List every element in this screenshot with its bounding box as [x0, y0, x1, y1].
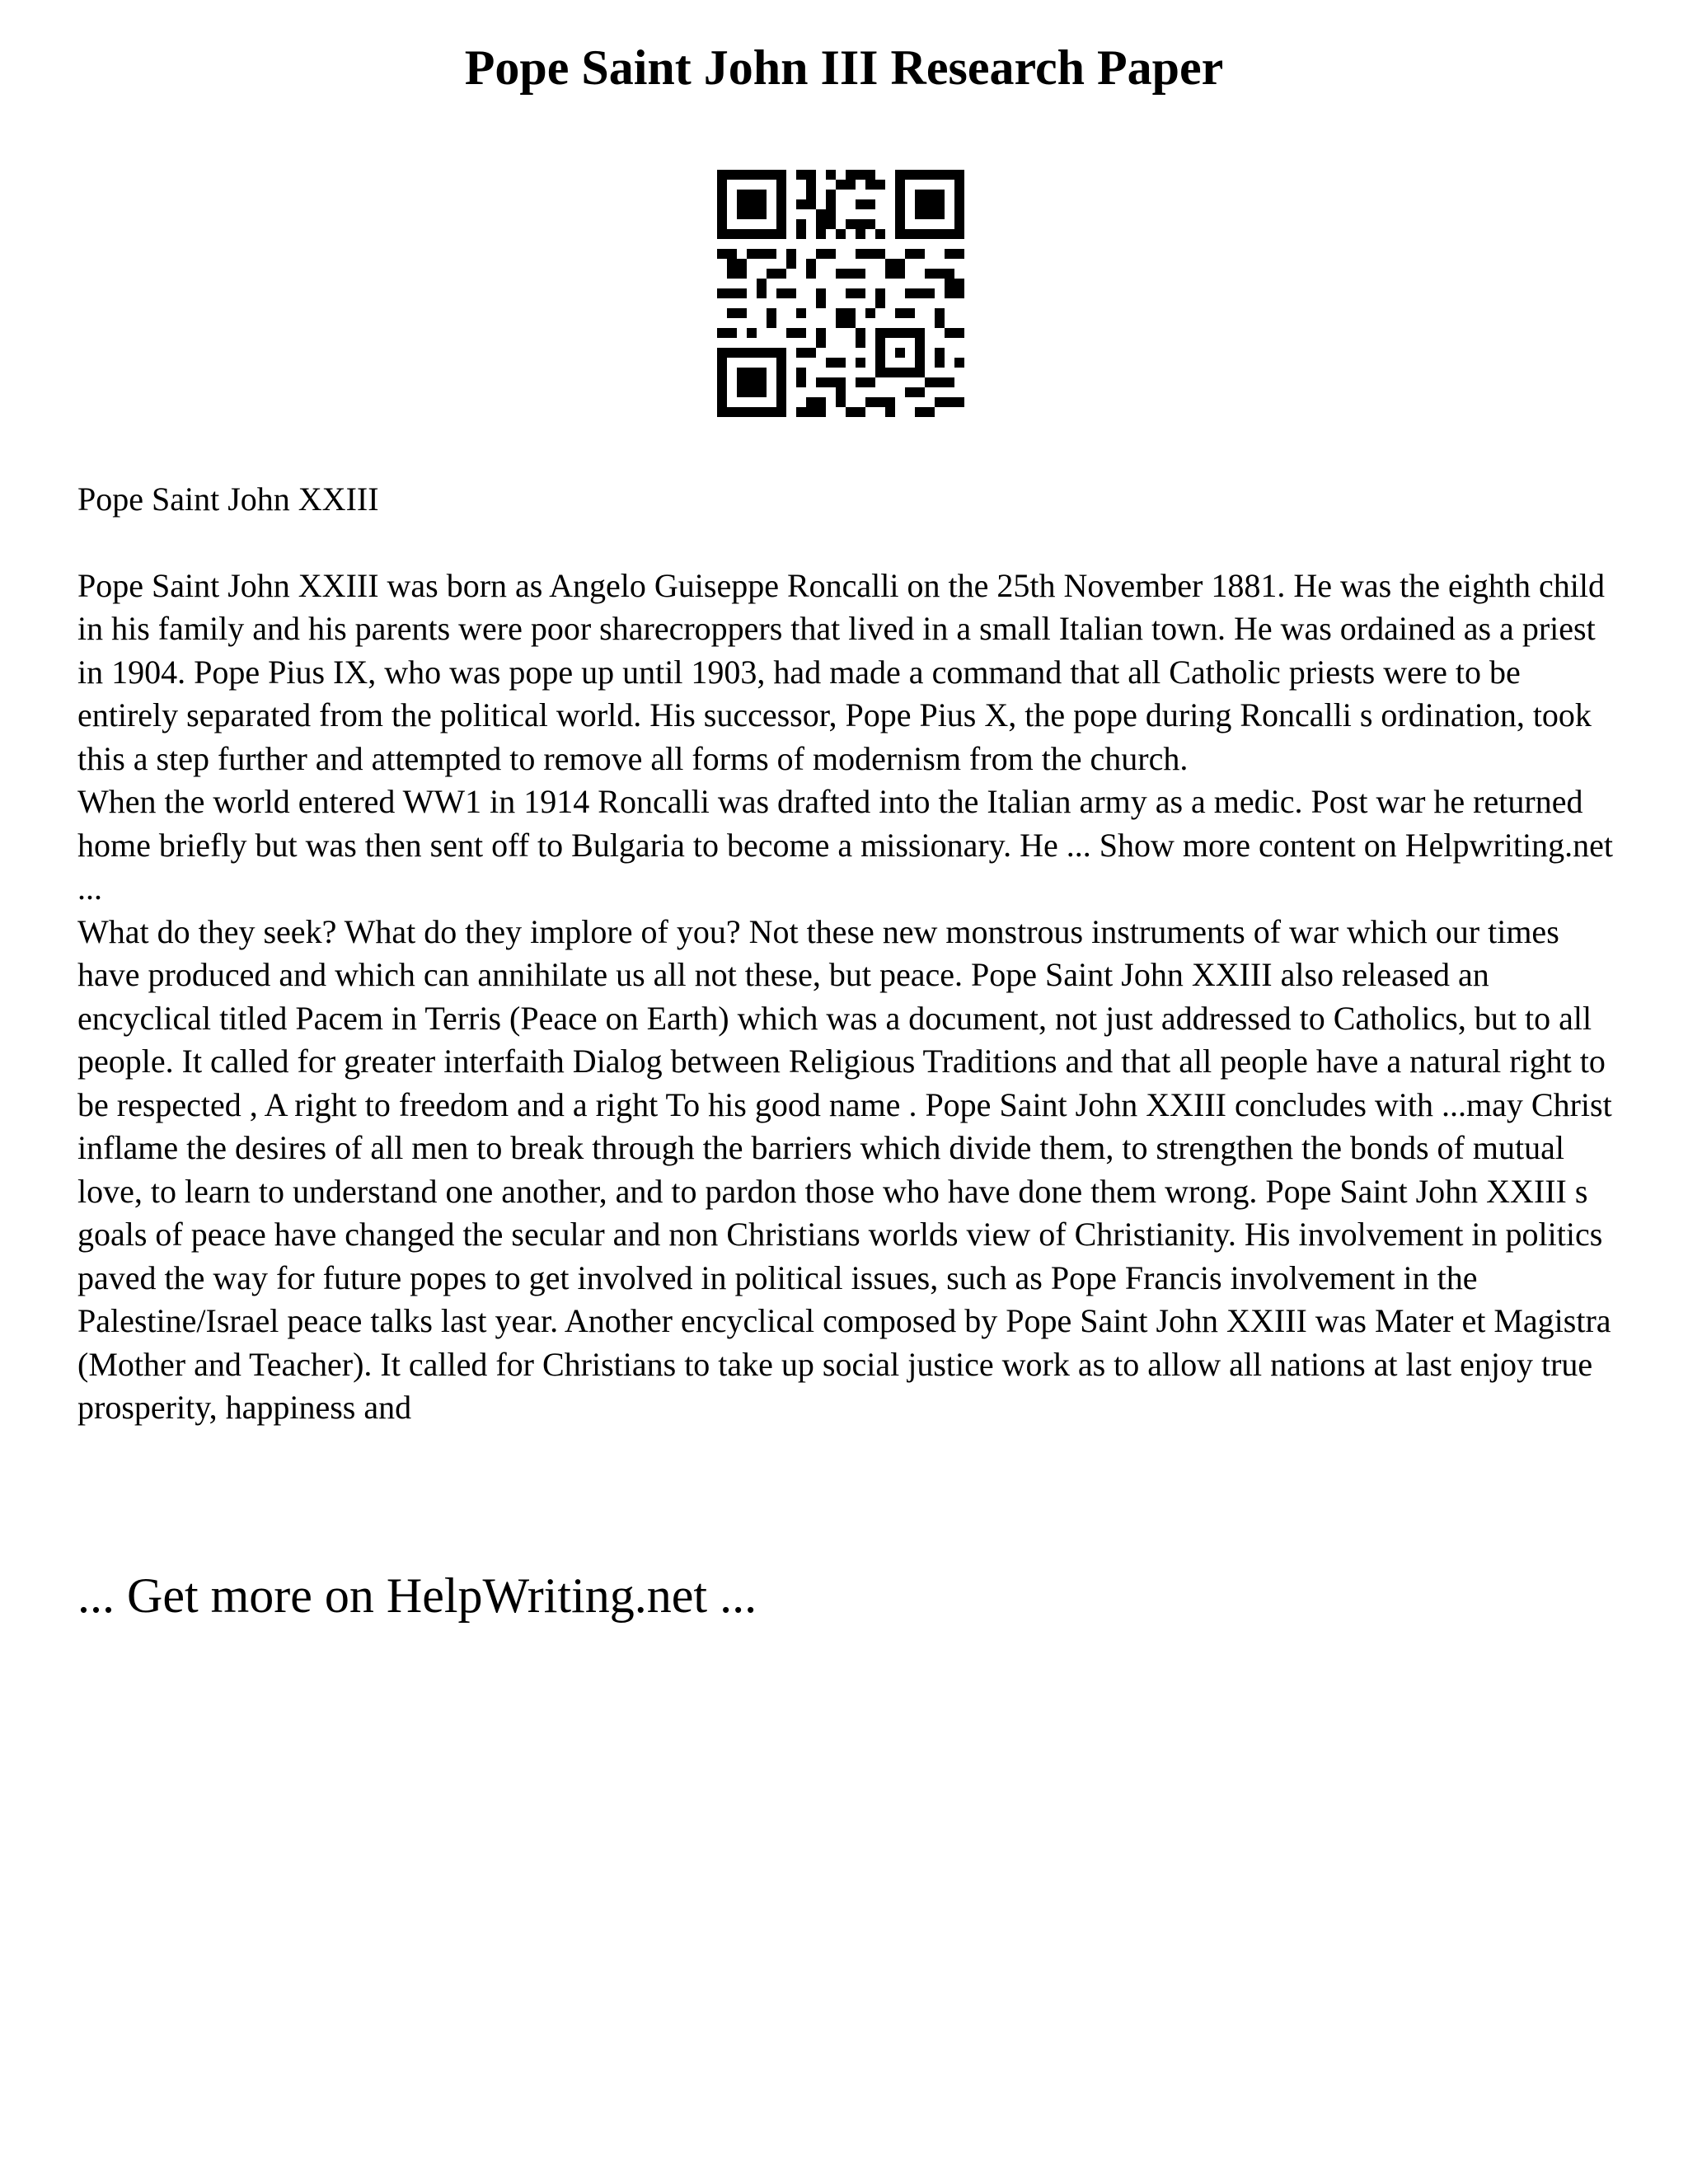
- section-heading: Pope Saint John XXIII: [77, 480, 379, 518]
- page-title: Pope Saint John III Research Paper: [464, 40, 1224, 95]
- get-more-link[interactable]: ... Get more on HelpWriting.net ...: [77, 1568, 757, 1623]
- paragraph-1: Pope Saint John XXIII was born as Angelo Guiseppe Roncalli on the 25th November 1881. He was the eighth child in his family and his parents were poor sharecroppers that lived in a small Italian town. He was ordained as a priest in 1904. Pope Pius IX, who was pope up until 1903, had made a command that all Catholic priests were to be entirely separated from the political world. His successor, Pope Pius X, the pope during Roncalli s ordination, took this a step further and attempted to remove all forms of modernism from the church.: [77, 566, 1606, 777]
- paragraph-3: What do they seek? What do they implore of you? Not these new monstrous instruments of war which our times have produced and which can annihilate us all not these, but peace. Pope Saint John XXIII also released an encyclical titled Pacem in Terris (Peace on Earth) which was a document, not just addressed to Catholics, but to all people. It called for greater interfaith Dialog between Religious Traditions and that all people have a natural right to be respected , A right to freedom and a right To his good name . Pope Saint John XXIII concludes with ...may Christ inflame the desires of all men to break through the barriers which divide them, to strengthen the bonds of mutual love, to learn to understand one another, and to pardon those who have done them wrong. Pope Saint John XXIII s goals of peace have changed the secular and non Christians worlds view of Christianity. His involvement in politics paved the way for future popes to get involved in political issues, such as Pope Francis involvement in the Palestine/Israel peace talks last year. Another encyclical composed by Pope Saint John XXIII was Mater et Magistra (Mother and Teacher). It called for Christians to take up social justice work as to allow all nations at last enjoy true prosperity, happiness and: [77, 912, 1612, 1426]
- qr-code-icon: [717, 170, 964, 417]
- article-body: [77, 478, 1627, 1430]
- paragraph-2: When the world entered WW1 in 1914 Roncalli was drafted into the Italian army as a medic. Post war he returned home briefly but was then sent off to Bulgaria to become a missionary. He ... Show more content on Helpwriting.net ...: [77, 783, 1613, 907]
